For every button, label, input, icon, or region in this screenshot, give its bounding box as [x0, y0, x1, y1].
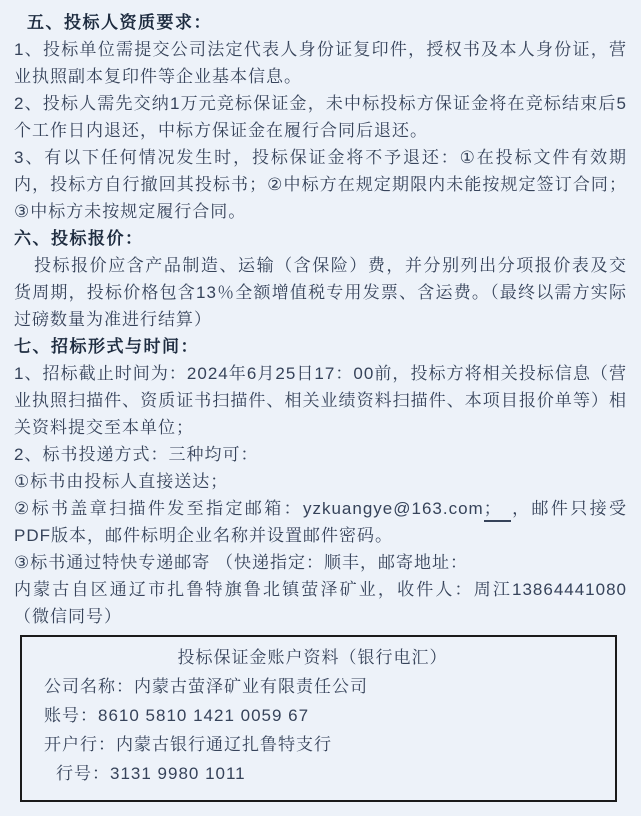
quotation-body: 投标报价应含产品制造、运输（含保险）费，并分别列出分项报价表及交货周期，投标价格包含13％全额增值税专用发票、含运费。（最终以需方实际过磅数量为准进行结算） — [14, 256, 627, 329]
deposit-bank-name-row: 开户行：内蒙古银行通辽扎鲁特支行 — [44, 735, 332, 754]
deposit-account-number-row: 账号：8610 5810 1421 0059 67 — [44, 706, 310, 725]
deposit-bank-code-row: 行号：3131 9980 1011 — [56, 764, 246, 783]
delivery-method-3-line1: ③标书通过特快专递邮寄 （快递指定：顺丰，邮寄地址： — [14, 553, 468, 572]
section-5-heading: 五、投标人资质要求： — [27, 13, 212, 32]
email-underline-segment: ； — [484, 498, 511, 522]
delivery-method-2 — [14, 495, 627, 549]
delivery-method-2-suffix: ，邮件只接受PDF版本，邮件标明企业名称并设置邮件密码。 — [14, 499, 627, 545]
section-7-heading: 七、招标形式与时间： — [14, 337, 199, 356]
email-address: yzkuangye@163.com — [302, 499, 484, 518]
delivery-method-3-line2: 内蒙古自区通辽市扎鲁特旗鲁北镇萤泽矿业，收件人：周江13864441080（微信同号） — [14, 580, 627, 626]
bidding-delivery-methods-item: 2、标书投递方式：三种均可： — [14, 445, 259, 464]
section-6-heading: 六、投标报价： — [14, 229, 144, 248]
bidding-deadline-item: 1、招标截止时间为：2024年6月25日17：00前，投标方将相关投标信息（营业执照扫描件、资质证书扫描件、相关业绩资料扫描件、本项目报价单等）相关资料提交至本单位； — [14, 364, 627, 437]
qualification-item-3: 3、有以下任何情况发生时，投标保证金将不予退还：①在投标文件有效期内，投标方自行撤回其投标书；②中标方在规定期限内未能按规定签订合同；③中标方未按规定履行合同。 — [14, 148, 627, 221]
delivery-method-1: ①标书由投标人直接送达； — [14, 472, 229, 491]
qualification-item-2: 2、投标人需先交纳1万元竞标保证金，未中标投标方保证金将在竞标结束后5个工作日内退还，中标方保证金在履行合同后退还。 — [14, 94, 627, 140]
deposit-box-title: 投标保证金账户资料（银行电汇） — [177, 648, 448, 667]
delivery-method-2-prefix: ②标书盖章扫描件发至指定邮箱： — [14, 499, 303, 518]
qualification-item-1: 1、投标单位需提交公司法定代表人身份证复印件，授权书及本人身份证，营业执照副本复印件等企业基本信息。 — [14, 40, 627, 86]
deposit-company-name-row: 公司名称：内蒙古萤泽矿业有限责任公司 — [44, 677, 368, 696]
deposit-account-box — [20, 635, 617, 802]
